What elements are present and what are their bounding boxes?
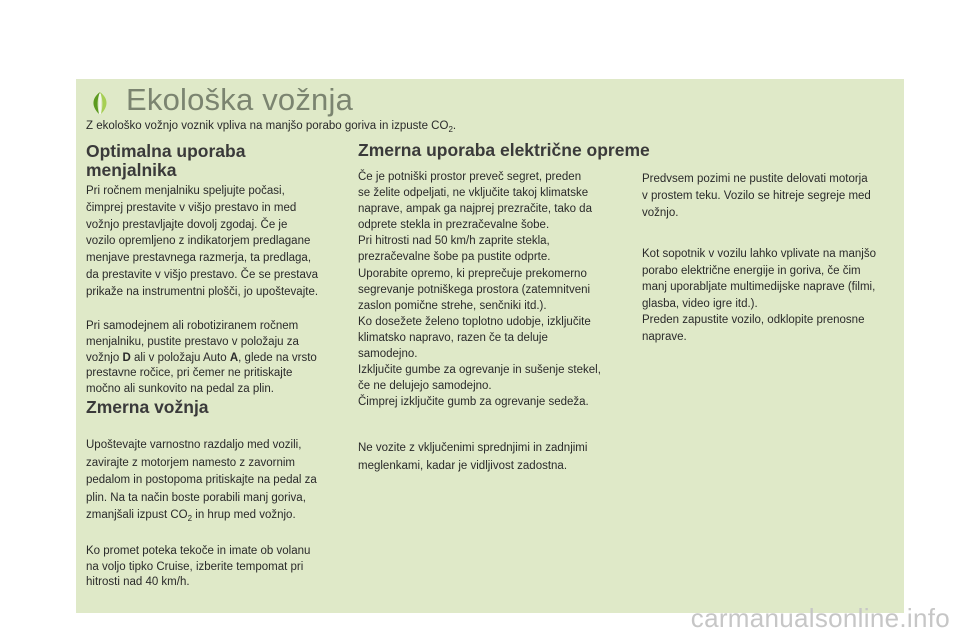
paragraph-automatic-gearbox: Pri samodejnem ali robotiziranem ročnem menjalniku, pustite prestavo v položaju za vožnjo D ali v položaju Auto A, glede na vrsto prestavne ročice, pri čemer ne pritiskajte močno ali sunkovito na pedal za plin. <box>86 320 317 396</box>
leaf-icon <box>89 90 111 116</box>
paragraph-safe-distance: Upoštevajte varnostno razdaljo med vozili, zavirajte z motorjem namesto z zavornim pedalom in postopoma pritiskajte na pedal za plin. Na ta način boste porabili manj goriva, zmanjšali izpust $CO_2$ in hrup med vožnjo. <box>86 439 317 523</box>
section-heading-electrical-equipment: Zmerna uporaba električne opreme <box>358 140 650 160</box>
section-heading-gearbox: Optimalna uporaba menjalnika <box>86 141 246 180</box>
paragraph-passenger-devices: Kot sopotnik v vozilu lahko vplivate na manjšo porabo električne energije in goriva, če čim manj uporabljate multimedijske naprave (filmi, glasba, video igre itd.). Preden zapustite vozilo, odklopite prenosne naprave. <box>642 248 876 343</box>
section-heading-moderate-driving: Zmerna vožnja <box>86 397 209 417</box>
paragraph-climate-control: Če je potniški prostor preveč segret, preden se želite odpeljati, ne vključite takoj klimatske naprave, ampak ga najprej prezračite, tako da odprete stekla in prezračevalne šobe. Pri hitrosti nad 50 km/h zaprite stekla, prezračevalne šobe pa pustite odprte. Uporabite opremo, ki preprečuje prekomerno segrevanje potniškega prostora (zatemnitveni zaslon pomične strehe, senčniki itd.). Ko dosežete želeno toplotno udobje, izključite klimatsko napravo, razen če ta deluje samodejno. Izključite gumbe za ogrevanje in sušenje stekel, če ne delujejo samodejno. Čimprej izključite gumb za ogrevanje sedeža. <box>358 171 601 409</box>
page-title: Ekološka vožnja <box>126 82 354 117</box>
paragraph-fog-lights: Ne vozite z vključenimi sprednjimi in zadnjimi meglenkami, kadar je vidljivost zadostna. <box>358 442 588 472</box>
intro-text: Z ekološko vožnjo voznik vpliva na manjšo porabo goriva in izpuste $CO_2$. <box>86 120 457 134</box>
paragraph-cruise-control: Ko promet poteka tekoče in imate ob volanu na voljo tipko Cruise, izberite tempomat pri hitrosti nad 40 km/h. <box>86 545 311 589</box>
watermark: carmanualsonline.info <box>690 603 950 633</box>
paragraph-manual-gearbox: Pri ročnem menjalniku speljujte počasi, čimprej prestavite v višjo prestavo in med vožnjo prestavljajte dovolj zgodaj. Če je vozilo opremljeno z indikatorjem predlagane menjave prestavnega razmerja, ta predlaga, da prestavite v višjo prestavo. Če se prestava prikaže na instrumentni plošči, jo upoštevajte. <box>86 185 319 298</box>
paragraph-idling: Predvsem pozimi ne pustite delovati motorja v prostem teku. Vozilo se hitreje segreje med vožnjo. <box>642 173 871 220</box>
